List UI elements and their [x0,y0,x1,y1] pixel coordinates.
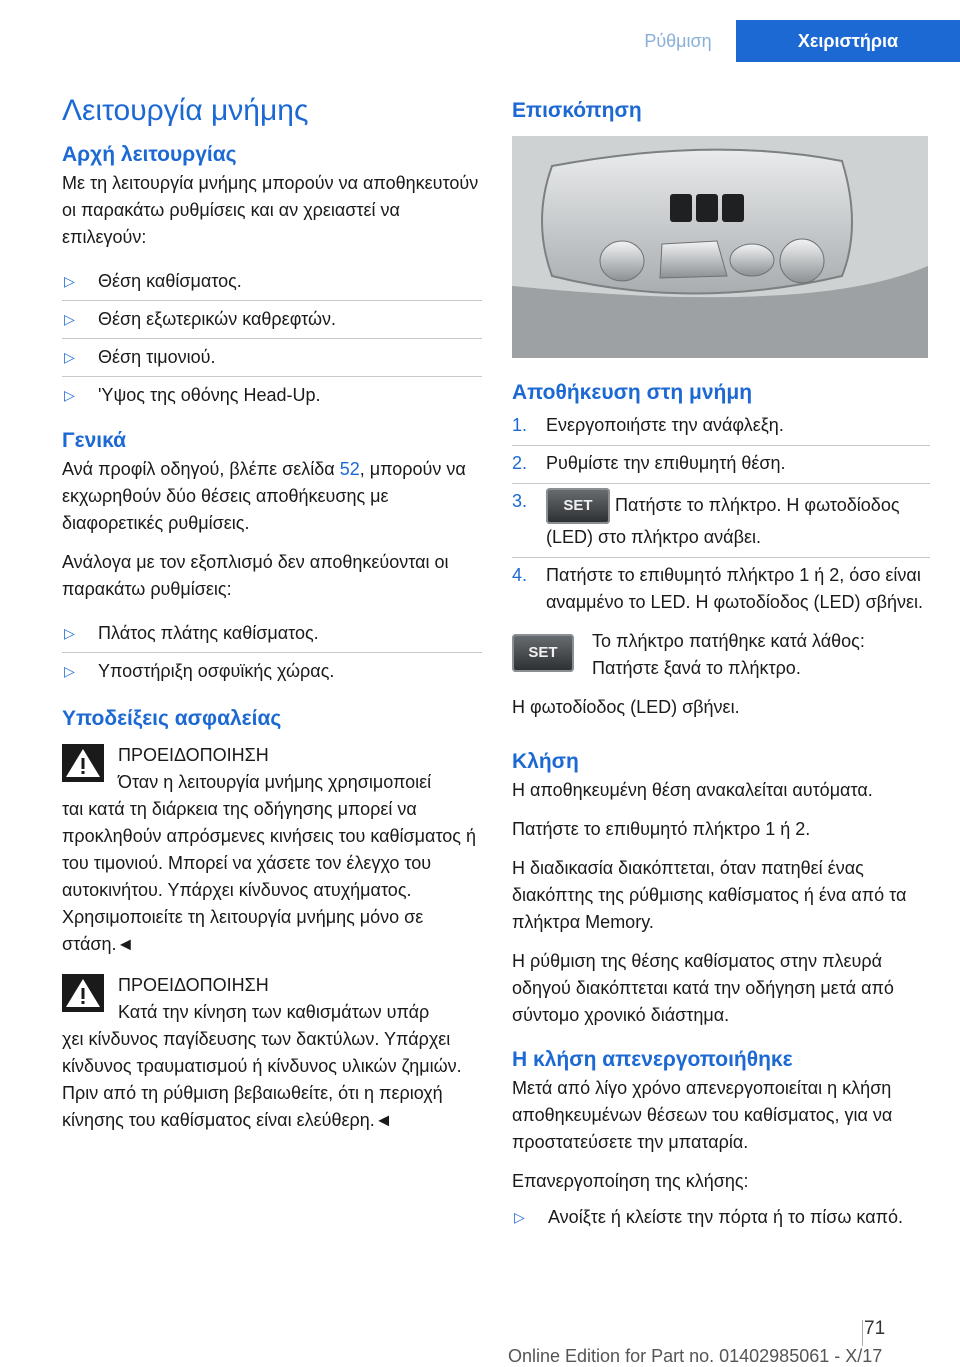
page-header [0,20,960,62]
tab-section[interactable]: Ρύθμιση [644,31,712,51]
list-item: ▷ Ανοίξτε ή κλείστε την πόρτα ή το πίσω καπό. [512,1199,930,1236]
list-item: 3. SET Πατήστε το πλήκτρο. Η φωτοδίοδος (LED) στο πλήκτρο ανάβει. [512,484,930,558]
list-item: ▷ Πλάτος πλάτης καθίσματος. [62,615,482,653]
warning-block [62,742,482,958]
store-steps [512,408,930,622]
recall-text: Πατήστε το επιθυμητό πλήκτρο 1 ή 2. [512,819,811,839]
list-item: ▷ Θέση καθίσματος. [62,263,482,301]
set-button-icon: SET [512,634,574,672]
warning-text-first: Κατά την κίνηση των καθισμάτων υπάρ [118,1002,430,1022]
safety-heading: Υποδείξεις ασφαλείας [62,707,282,730]
triangle-right-icon: ▷ [514,1209,525,1225]
warning-text: χει κίνδυνος παγίδευσης των δακτύλων. Υπάρχει κίνδυνος τραυματισμού ή κίνδυνος υλικών ζημιών. Πριν από τη ρύθμιση βεβαιωθείτε, ότι η περιοχή κίνησης του καθίσματος είναι ελεύθερη.◄ [62,1029,462,1130]
principle-text: Με τη λειτουργία μνήμης μπορούν να αποθηκευτούν οι παρακάτω ρυθμίσεις και αν χρειαστεί να επιλεγούν: [62,173,479,247]
principle-heading: Αρχή λειτουργίας [62,143,237,166]
list-item: 2. Ρυθμίστε την επιθυμητή θέση. [512,446,930,484]
led-off-text: Η φωτοδίοδος (LED) σβήνει. [512,697,740,717]
tab-active[interactable]: Χειριστήρια [736,20,960,62]
warning-block [62,972,482,1134]
general-text2: Ανάλογα με τον εξοπλισμό δεν αποθηκεύονται οι παρακάτω ρυθμίσεις: [62,552,449,599]
triangle-right-icon: ▷ [64,663,75,679]
warning-title: ΠΡΟΕΙΔΟΠΟΙΗΣΗ [118,745,269,765]
disabled-heading: Η κλήση απενεργοποιήθηκε [512,1048,793,1071]
set-button-icon: SET [546,488,610,524]
wrong-press-text: Το πλήκτρο πατήθηκε κατά λάθος: [592,631,865,651]
disabled-text: Μετά από λίγο χρόνο απενεργοποιείται η κλήση αποθηκευμένων θέσεων του καθίσματος, για να προστατεύσετε την μπαταρία. [512,1078,893,1152]
right-column [512,90,930,1236]
list-item: ▷ 'Υψος της οθόνης Head-Up. [62,377,482,414]
recall-text: Η ρύθμιση της θέσης καθίσματος στην πλευρά οδηγού διακόπτεται κατά την οδήγηση μετά από σύντομο χρονικό διάστημα. [512,951,894,1025]
list-item: ▷ Θέση εξωτερικών καθρεφτών. [62,301,482,339]
press-again-text: Πατήστε ξανά το πλήκτρο. [592,658,801,678]
recall-text: Η διαδικασία διακόπτεται, όταν πατηθεί ένας διακόπτης της ρύθμισης καθίσματος ή ένα από τα πλήκτρα Memory. [512,858,907,932]
general-heading: Γενικά [62,429,127,452]
triangle-right-icon: ▷ [64,273,75,289]
warning-title: ΠΡΟΕΙΔΟΠΟΙΗΣΗ [118,975,269,995]
warning-text: ται κατά τη διάρκεια της οδήγησης μπορεί να προκληθούν απρόσμενες κινήσεις του καθίσματος ή του τιμονιού. Μπορεί να χάσετε τον έλεγχο του αυτοκινήτου. Υπάρχει κίνδυνος ατυχήματος. Χρησιμοποιείτε τη λειτουργία μνήμης μόνο σε στάση.◄ [62,799,476,954]
page-number: 71 [864,1318,886,1339]
overview-heading: Επισκόπηση [512,99,642,122]
store-heading: Αποθήκευση στη μνήμη [512,381,753,404]
general-list [62,615,482,690]
disabled-list [512,1199,930,1236]
warning-text-first: Όταν η λειτουργία μνήμης χρησιμοποιεί [118,772,432,792]
list-item: 4. Πατήστε το επιθυμητό πλήκτρο 1 ή 2, όσο είναι αναμμένο το LED. Η φωτοδίοδος (LED) σβήνει. [512,565,924,612]
warning-triangle-icon [62,974,104,1012]
list-item: ▷ Θέση τιμονιού. [62,339,482,377]
recall-heading: Κλήση [512,750,579,773]
edition-text: Online Edition for Part no. 01402985061 - X/17 [508,1346,883,1366]
triangle-right-icon: ▷ [64,625,75,641]
list-item: ▷ Υποστήριξη οσφυϊκής χώρας. [62,653,482,690]
warning-triangle-icon [62,744,104,782]
general-text: Ανά προφίλ οδηγού, βλέπε σελίδα 52, μπορούν να εκχωρηθούν δύο θέσεις αποθήκευσης με διαφορετικές ρυθμίσεις. [62,459,466,533]
triangle-right-icon: ▷ [64,387,75,403]
recall-text: Η αποθηκευμένη θέση ανακαλείται αυτόματα. [512,780,873,800]
wrong-press-block [512,628,930,682]
seat-panel-image [512,136,928,358]
left-column [62,90,482,1148]
triangle-right-icon: ▷ [64,311,75,327]
triangle-right-icon: ▷ [64,349,75,365]
page-title: Λειτουργία μνήμης [62,94,309,127]
principle-list [62,263,482,414]
footer-divider [862,1320,863,1346]
page-link[interactable]: 52 [339,459,360,479]
list-item: 1. Ενεργοποιήστε την ανάφλεξη. [512,408,930,446]
disabled-text: Επανεργοποίηση της κλήσης: [512,1171,749,1191]
seat-controls-photo [512,136,928,358]
